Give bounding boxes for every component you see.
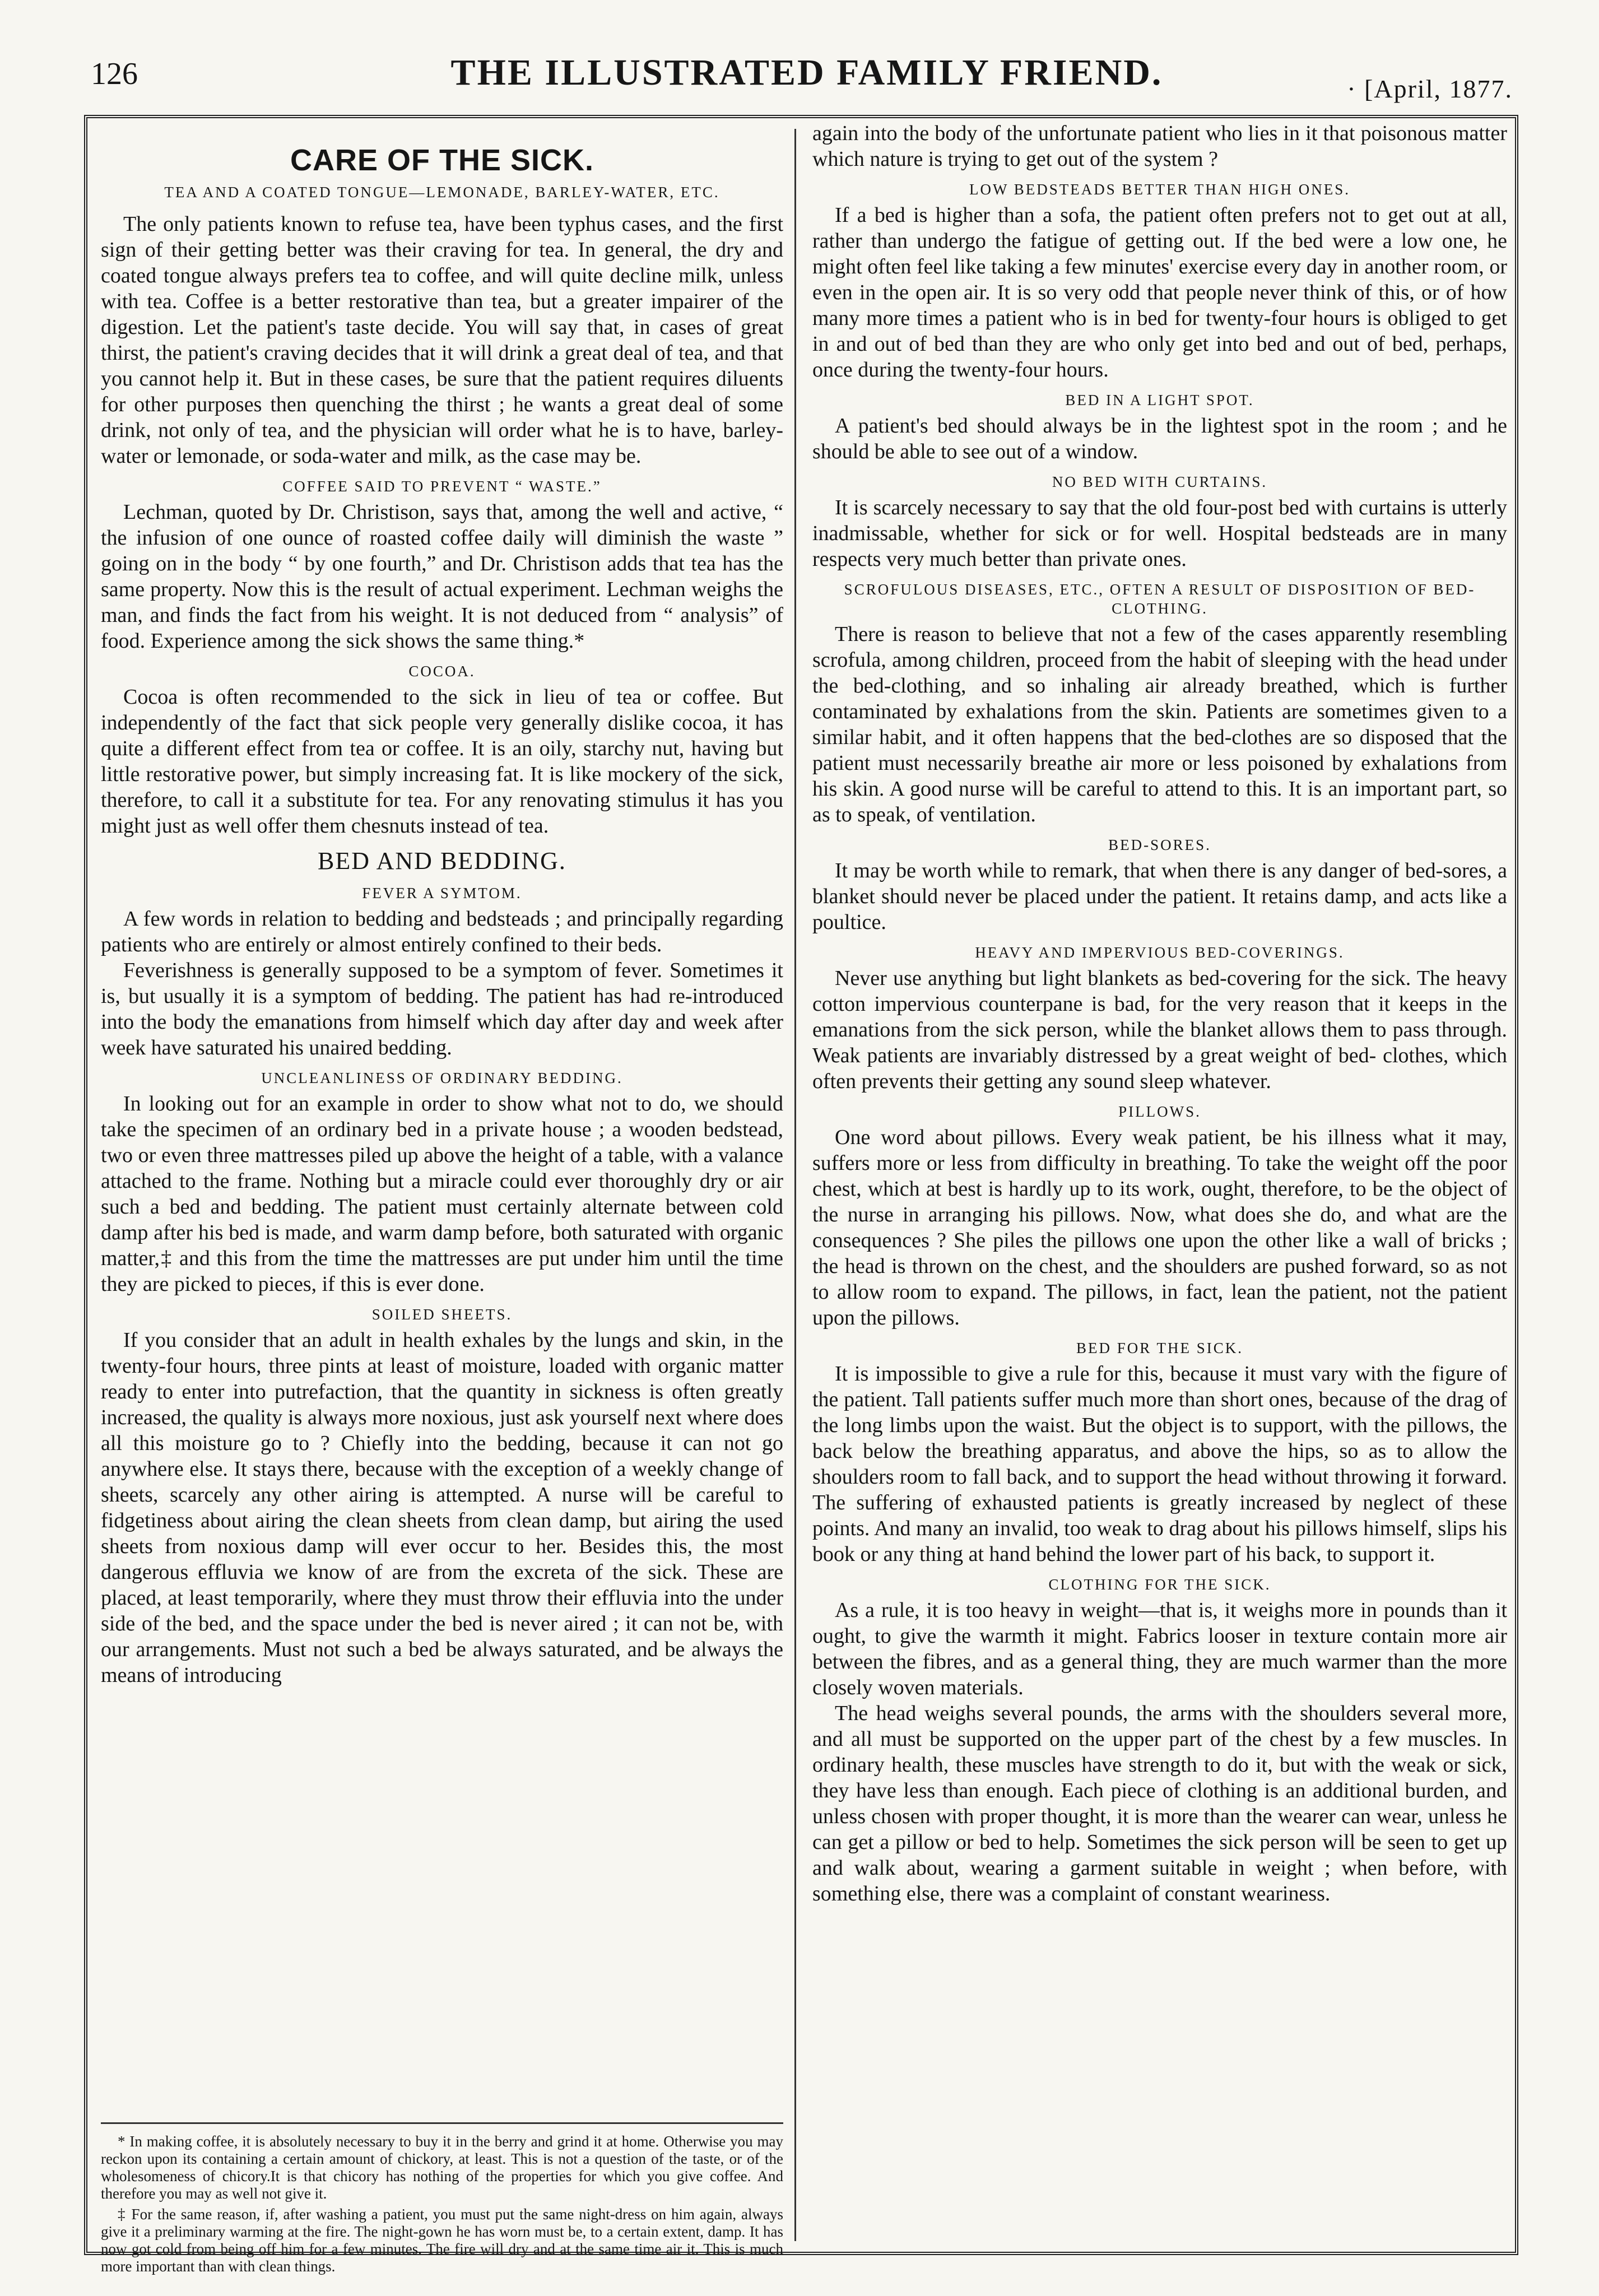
heading-fever: FEVER A SYMTOM. xyxy=(362,885,522,901)
paragraph-uncleanliness: In looking out for an example in order to show what not to do, we should take the specimen of an ordinary bed in a private house ; a wooden bedstead, two or even three mattresses piled up above the height of a table, with a valance attached to the frame. Nothing but a miracle could ever thoroughly dry or air such a bed and bedding. The patient must certainly alternate between cold damp after his bed is made, and warm damp before, both saturated with organic matter,‡ and this from the time the mattresses are put under him until the time they are picked to pieces, if this is ever done. xyxy=(101,1092,783,1296)
paragraph-bed-sores: It may be worth while to remark, that when there is any danger of bed-sores, a blanket should never be placed under the patient. It retains damp, and acts like a poultice. xyxy=(812,859,1507,934)
heading-uncleanliness: UNCLEANLINESS OF ORDINARY BEDDING. xyxy=(261,1070,623,1086)
footnotes xyxy=(101,2122,783,2275)
issue-date: · [April, 1877. xyxy=(1347,75,1513,103)
heading-soiled-sheets: SOILED SHEETS. xyxy=(371,1306,513,1323)
heading-light-spot: BED IN A LIGHT SPOT. xyxy=(1065,392,1254,408)
paragraph-soiled-sheets: If you consider that an adult in health exhales by the lungs and skin, in the twenty-four hours, three pints at least of moisture, loaded with organic matter ready to enter into putrefaction, that the quantity in sickness is often greatly increased, the quality is always more noxious, just ask yourself next where does all this moisture go to ? Chiefly into the bedding, because it can not go anywhere else. It stays there, because with the exception of a weekly change of sheets, scarcely any other airing is attempted. A nurse will be careful to fidgetiness about airing the clean sheets from clean damp, but airing the used sheets from noxious damp will ever occur to her. Besides this, the most dangerous effluvia we know of are from the excreta of the sick. These are placed, at least temporarily, where they must throw their effluvia into the under side of the bed, and the space under the bed is never aired ; it can not be, with our arrangements. Must not such a bed be always saturated, and be always the means of introducing xyxy=(101,1328,783,1687)
heading-low-bedsteads: LOW BEDSTEADS BETTER THAN HIGH ONES. xyxy=(969,181,1350,198)
paragraph-coffee: Lechman, quoted by Dr. Christison, says that, among the well and active, “ the infusion of one ounce of roasted coffee daily will diminish the waste ” going on in the body “ by one fourth,” and Dr. Christison adds that tea has the same property. Now this is the result of actual experiment. Lechman weighs the man, and finds the fact from his weight. It is not deduced from “ analysis” of food. Experience among the sick shows the same thing.* xyxy=(101,500,783,653)
article-title: CARE OF THE SICK. xyxy=(290,143,594,177)
right-column xyxy=(812,120,1507,2238)
paragraph-bed-for-sick: It is impossible to give a rule for this, because it must vary with the figure of the patient. Tall patients suffer much more than short ones, because of the drag of the long limbs upon the waist. But the object is to support, with the pillows, the back below the breathing apparatus, and above the hips, so as to allow the shoulders room to fall back, and to support the head without throwing it forward. The suffering of exhausted patients is greatly increased by neglect of these points. And many an invalid, too weak to drag about his pillows himself, slips his book or any thing at hand behind the lower part of his back, to support it. xyxy=(812,1362,1507,1566)
footnote-night-dress: ‡ For the same reason, if, after washing a patient, you must put the same night-dress on him again, always give it a preliminary warming at the fire. The night-gown he has worn must be, to a certain extent, damp. It has now got cold from being off him for a few minutes. The fire will dry and at the same time air it. This is much more important than with clean things. xyxy=(101,2206,783,2275)
paragraph-continued: again into the body of the unfortunate patient who lies in it that poisonous matter which nature is trying to get out of the system ? xyxy=(812,122,1507,171)
paragraph-no-curtains: It is scarcely necessary to say that the old four-post bed with curtains is utterly inadmissable, whether for sick or for well. Hospital bedsteads are in many respects very much better than private ones. xyxy=(812,496,1507,571)
page-number: 126 xyxy=(91,57,138,91)
footnote-coffee: * In making coffee, it is absolutely necessary to buy it in the berry and grind it at home. Otherwise you may reckon upon its containing a certain amount of chickory, at least. This is not a question of the taste, or of the wholesomeness of chicory.It is that chicory has nothing of the properties for which you give coffee. And therefore you may as well not give it. xyxy=(101,2133,783,2202)
paragraph-feverishness: Feverishness is generally supposed to be a symptom of fever. Sometimes it is, but usually it is a symptom of bedding. The patient has had re-introduced into the body the emanations from himself which day after day and week after week have saturated his unaired bedding. xyxy=(101,959,783,1059)
paragraph-bedsteads: A few words in relation to bedding and bedsteads ; and principally regarding patients who are entirely or almost entirely confined to their beds. xyxy=(101,907,783,956)
heading-bed-for-sick: BED FOR THE SICK. xyxy=(1076,1340,1244,1356)
paragraph-cocoa: Cocoa is often recommended to the sick in lieu of tea or coffee. But independently of the fact that sick people very generally dislike cocoa, it has quite a different effect from tea or coffee. It is an oily, starchy nut, having but little restorative power, but simply increasing fat. It is like mockery of the sick, therefore, to call it a substitute for tea. For any renovating stimulus it has you might just as well offer them chesnuts instead of tea. xyxy=(101,685,783,838)
heading-scrofulous: SCROFULOUS DISEASES, ETC., OFTEN A RESULT OF DISPOSITION OF BED-CLOTHING. xyxy=(844,581,1476,617)
paragraph-heavy-coverings: Never use anything but light blankets as bed-covering for the sick. The heavy cotton impervious counterpane is bad, for the very reason that it keeps in the emanations from the sick person, while the blanket allows them to pass through. Weak patients are invariably distressed by a great weight of bed- clothes, which often prevents their getting any sound sleep whatever. xyxy=(812,966,1507,1093)
magazine-title: THE ILLUSTRATED FAMILY FRIEND. xyxy=(450,52,1163,93)
heading-heavy-coverings: HEAVY AND IMPERVIOUS BED-COVERINGS. xyxy=(975,944,1345,961)
paragraph-head-weight: The head weighs several pounds, the arms with the shoulders several more, and all must be supported on the upper part of the chest by a few muscles. In ordinary health, these muscles have strength to do it, but with the weak or sick, they have less than enough. Each piece of clothing is an additional burden, and unless chosen with proper thought, it is more than the wearer can wear, unless he can get a pillow or bed to help. Sometimes the sick person will be seen to get up and walk about, wearing a garment suitable in weight ; when before, with something else, there was a complaint of constant weariness. xyxy=(812,1702,1507,1905)
paragraph-low-bedsteads: If a bed is higher than a sofa, the patient often prefers not to get out at all, rather than undergo the fatigue of getting out. If the bed were a low one, he might often feel like taking a few minutes' exercise every day in another room, or even in the open air. It is so very odd that people never think of this, or of how many more times a patient who is in bed for twenty-four hours is obliged to get in and out of bed than they are who only get into bed and out of bed, perhaps, once during the twenty-four hours. xyxy=(812,203,1507,382)
heading-cocoa: COCOA. xyxy=(408,663,476,680)
heading-clothing: CLOTHING FOR THE SICK. xyxy=(1048,1576,1271,1593)
heading-pillows: PILLOWS. xyxy=(1118,1103,1201,1120)
section-title-bed: BED AND BEDDING. xyxy=(318,847,566,875)
paragraph-scrofulous: There is reason to believe that not a few of the cases apparently resembling scrofula, among children, proceed from the habit of sleeping with the head under the bed-clothing, and so inhaling air already breathed, which is further contaminated by exhalations from the skin. Patients are sometimes given to a similar habit, and it often happens that the bed-clothes are so disposed that the patient must necessarily breathe air more or less poisoned by exhalations from his skin. A good nurse will be careful to attend to this. It is an important part, so as to speak, of ventilation. xyxy=(812,622,1507,826)
left-column xyxy=(101,137,783,2109)
paragraph-tea: The only patients known to refuse tea, have been typhus cases, and the first sign of their getting better was their craving for tea. In general, the dry and coated tongue always prefers tea to coffee, and will quite decline milk, unless with tea. Coffee is a better restorative than tea, but a greater impairer of the digestion. Let the patient's taste decide. You will say that, in cases of great thirst, the patient's craving decides that it will drink a great deal of tea, and that you cannot help it. But in these cases, be sure that the patient requires diluents for other purposes then quenching the thirst ; he wants a great deal of some drink, not only of tea, and the physician will order what he is to have, barley-water or lemonade, or soda-water and milk, as the case may be. xyxy=(101,212,783,468)
paragraph-light-spot: A patient's bed should always be in the lightest spot in the room ; and he should be able to see out of a window. xyxy=(812,414,1507,463)
paragraph-pillows: One word about pillows. Every weak patient, be his illness what it may, suffers more or less from difficulty in breathing. To take the weight off the poor chest, which at best is hardly up to its work, ought, therefore, to be the object of the nurse in arranging his pillows. Now, what does she do, and what are the consequences ? She piles the pillows one upon the other like a wall of bricks ; the head is thrown on the chest, and the shoulders are pushed forward, so as not to allow room to expand. The pillows, in fact, lean the patient, not the patient upon the pillows. xyxy=(812,1126,1507,1330)
article-subtitle: TEA AND A COATED TONGUE—LEMONADE, BARLEY-WATER, ETC. xyxy=(164,184,720,201)
heading-coffee: COFFEE SAID TO PREVENT “ WASTE.” xyxy=(282,478,602,495)
page-header xyxy=(84,52,1530,119)
column-divider xyxy=(794,129,796,2241)
heading-no-curtains: NO BED WITH CURTAINS. xyxy=(1052,473,1268,490)
paragraph-clothing: As a rule, it is too heavy in weight—that is, it weighs more in pounds than it ought, to give the warmth it might. Fabrics looser in texture contain more air between the fibres, and as a general thing, they are much warmer than the more closely woven materials. xyxy=(812,1598,1507,1699)
heading-bed-sores: BED-SORES. xyxy=(1108,836,1211,853)
